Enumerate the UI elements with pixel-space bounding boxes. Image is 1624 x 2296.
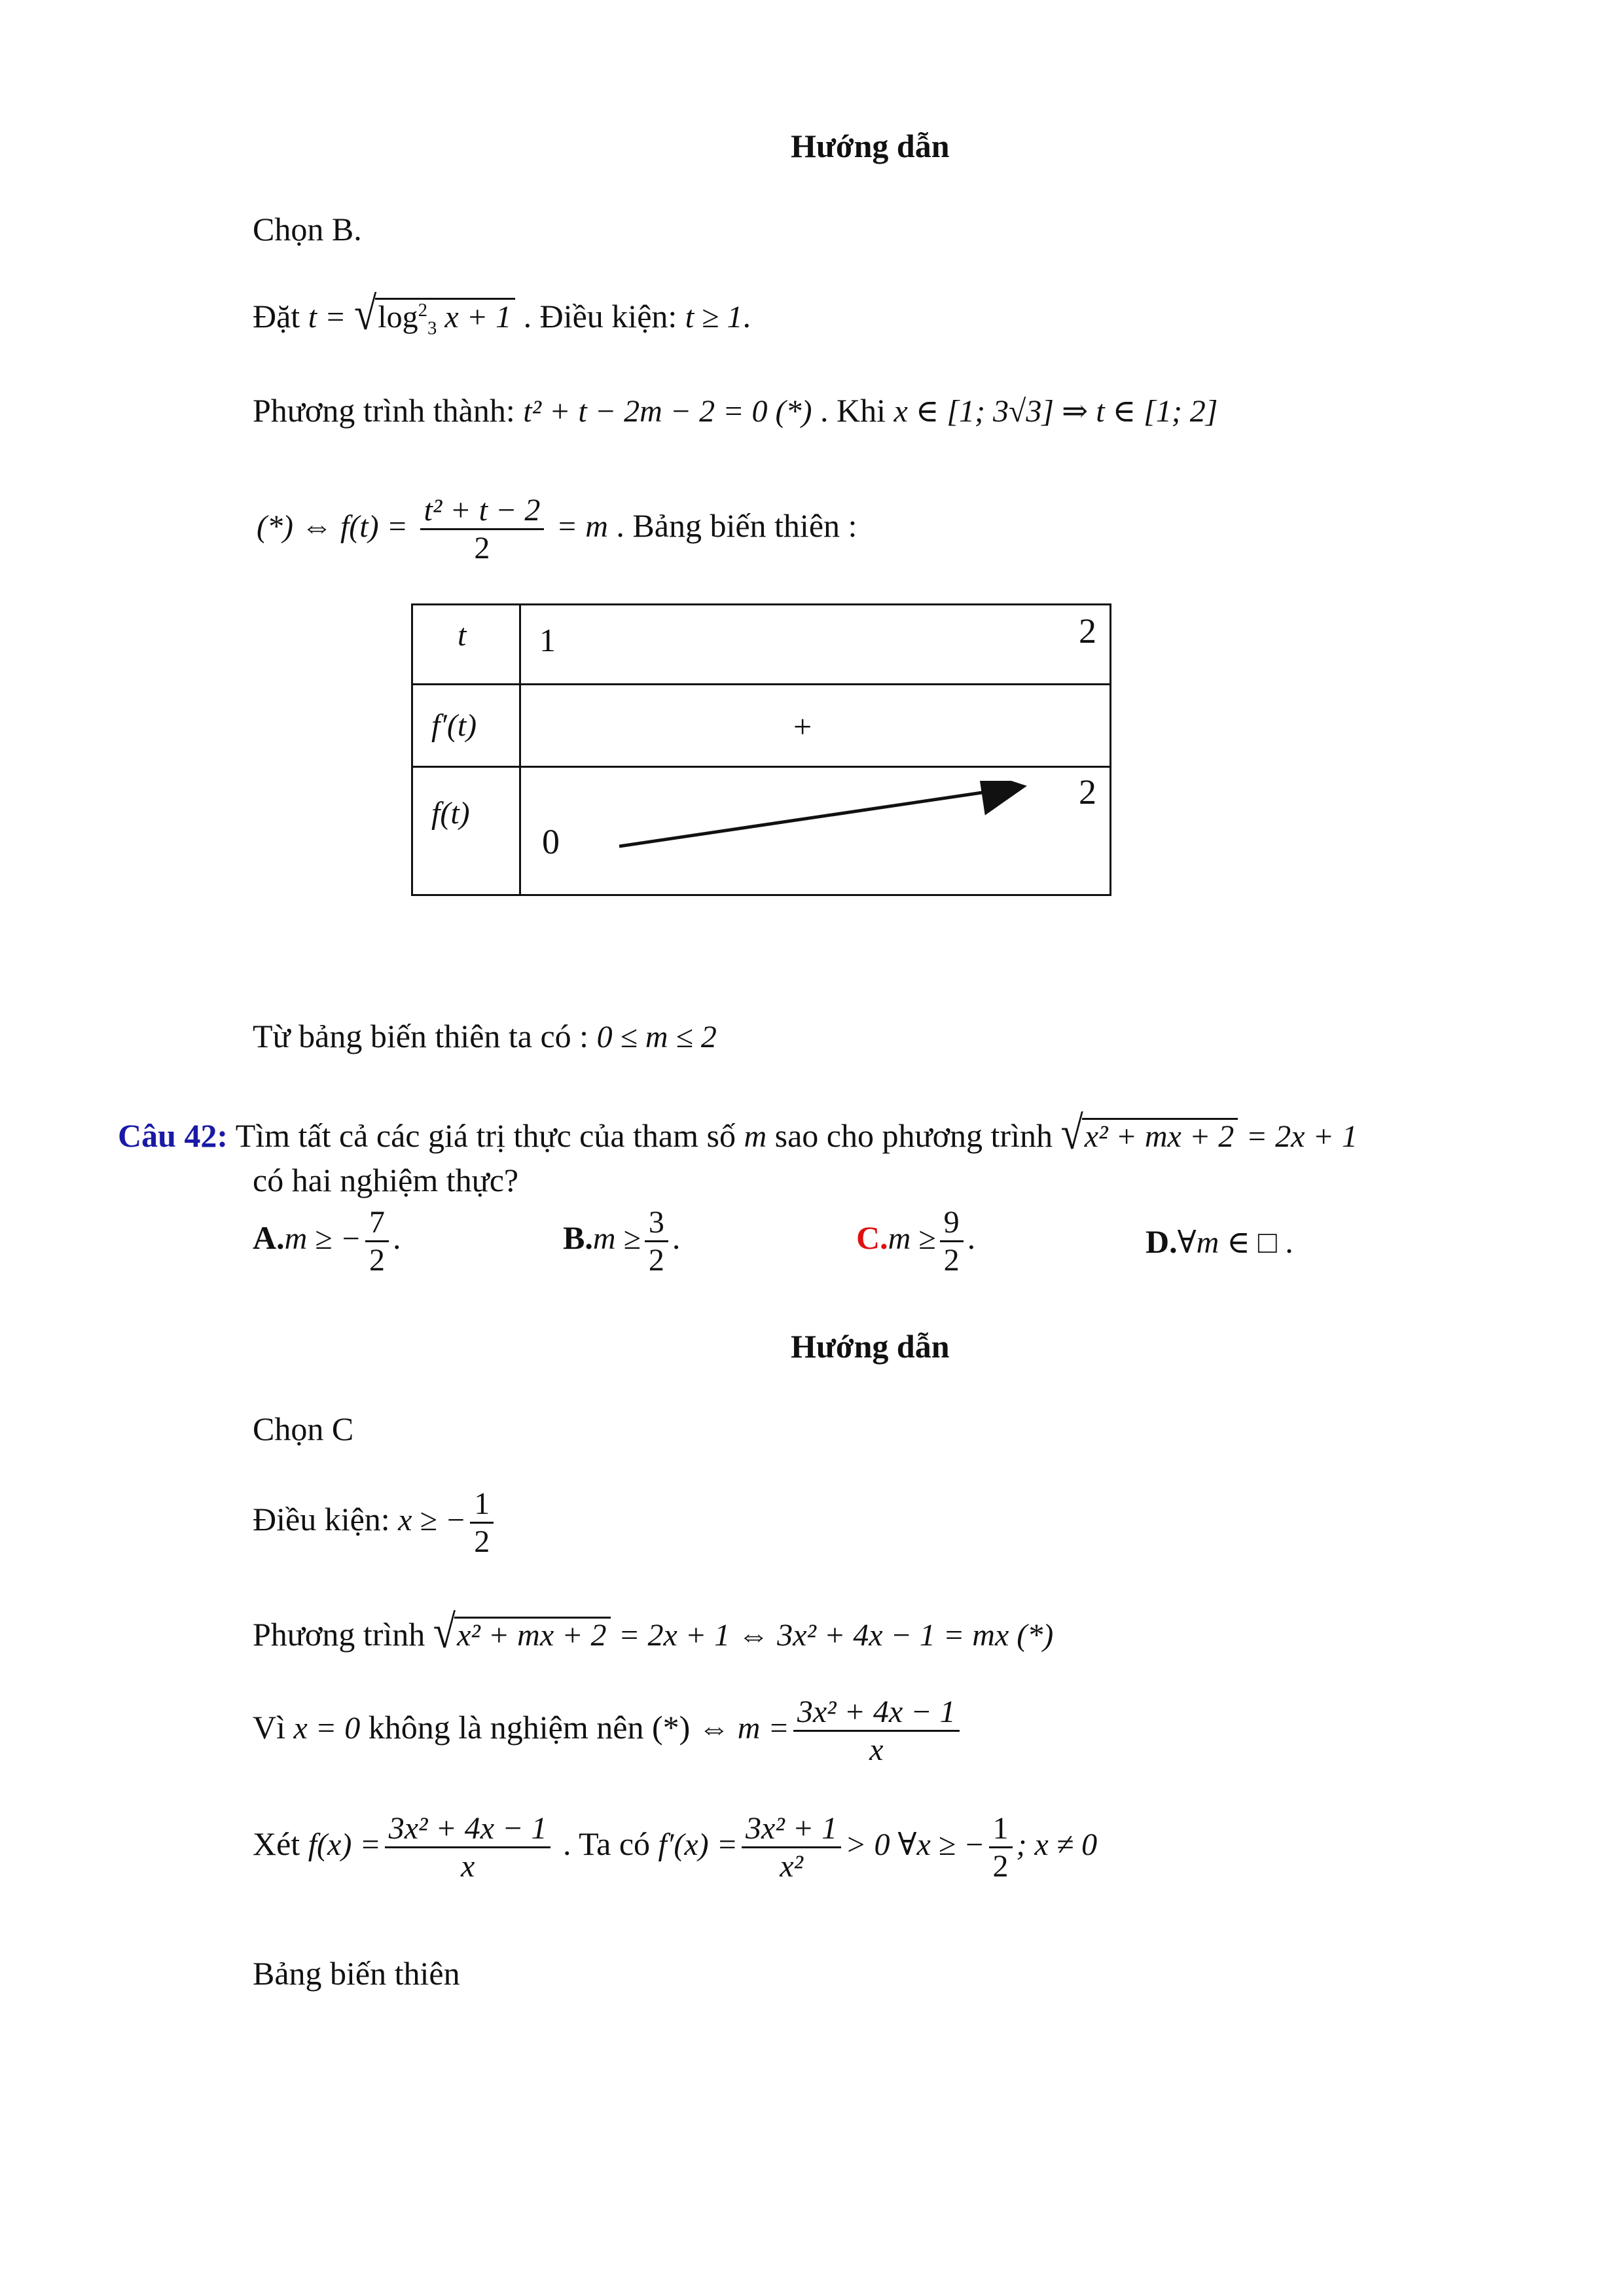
equation-radicand-2: x² + mx + 2 (454, 1617, 610, 1651)
radical-sign: √ (353, 287, 377, 340)
function-fraction: $\frac{\text{t² + t − 2}}{2}$ (420, 492, 545, 566)
xet-fraction: $\frac{\text{3x² + 4x − 1}}{x}$ (385, 1810, 551, 1884)
function-line (257, 492, 857, 566)
since-line (253, 1694, 964, 1768)
condition-expr: t ≥ 1 (685, 300, 743, 334)
equation-range: x ∈ [1; 3√3] ⇒ t ∈ [1; 2] (893, 394, 1218, 429)
condition-line (253, 1486, 497, 1560)
condition-expr-2: x ≥ − (398, 1503, 467, 1538)
substitution-line: Đặt $t = √\log^2_3$ x + 1 . Điều kiện: t ≥ 1. (253, 287, 751, 340)
bbt-label: Bảng biến thiên (253, 1955, 460, 1992)
question-line-2: có hai nghiệm thực? (253, 1162, 519, 1198)
row-t-values (520, 605, 1111, 685)
option-c[interactable]: C.m ≥ $\frac{9}{2}$ . (856, 1205, 976, 1278)
option-b-fraction: $\frac{3}{2}$ (645, 1204, 668, 1278)
equation-prefix-2: Phương trình (253, 1616, 425, 1653)
since-fraction: $\frac{\text{3x² + 4x − 1}}{x}$ (793, 1694, 960, 1768)
equation-when: . Khi (820, 392, 886, 429)
f-end: 2 (1079, 772, 1096, 812)
since-expr: x = 0 (293, 1711, 361, 1746)
xet-cond-fraction: $\frac{1}{2}$ (989, 1810, 1013, 1884)
row-f-values (520, 767, 1111, 895)
substitution-prefix: Đặt (253, 298, 300, 334)
question-text: Tìm tất cả các giá trị thực của tham số (235, 1117, 736, 1154)
condition-label: . Điều kiện: (523, 298, 677, 334)
question-rhs: = 2x + 1 (1246, 1119, 1358, 1154)
section-heading-1: Hướng dẫn (791, 128, 950, 164)
question-label: Câu 42: (118, 1117, 228, 1154)
function-text: . Bảng biến thiên : (616, 507, 857, 545)
conclusion-expr: 0 ≤ m ≤ 2 (596, 1020, 717, 1054)
t-start: 1 (539, 622, 556, 658)
xet-f: f(x) = (308, 1827, 381, 1863)
equation-line-2 (253, 1605, 1054, 1659)
since-prefix: Vì (253, 1709, 285, 1746)
xet-mid: . Ta có (562, 1825, 651, 1863)
question-radicand: x² + mx + 2 (1082, 1118, 1238, 1153)
row-fp-header: f′(t) (412, 685, 520, 767)
row-f-header: f(t) (412, 767, 520, 895)
option-a-fraction: $\frac{7}{2}$ (365, 1204, 389, 1278)
option-d[interactable]: D.∀m ∈ □ . (1146, 1223, 1293, 1260)
section-heading-2: Hướng dẫn (791, 1328, 950, 1365)
equation-prefix: Phương trình thành: (253, 392, 515, 429)
question-line-1 (118, 1106, 1358, 1160)
question-text-2: sao cho phương trình (774, 1117, 1053, 1154)
answer-choice-1: Chọn B. (253, 211, 362, 247)
condition-fraction: $\frac{1}{2}$ (470, 1486, 494, 1560)
equation-rest-2: = 2x + 1 ⇔ 3x² + 4x − 1 = mx (*) (619, 1618, 1054, 1653)
row-t-header: t (412, 605, 520, 685)
since-eq: ⇔ m = (698, 1711, 789, 1746)
xet-fp-fraction: $\frac{\text{3x² + 1}}{\text{x²}}$ (742, 1810, 841, 1884)
fp-sign: + (793, 708, 812, 745)
option-b[interactable]: B.m ≥ $\frac{3}{2}$ . (563, 1205, 681, 1278)
function-rhs: = m (556, 509, 608, 545)
row-fp-values (520, 685, 1111, 767)
equation-line (253, 394, 1218, 427)
condition-prefix: Điều kiện: (253, 1501, 390, 1538)
option-c-fraction: $\frac{9}{2}$ (940, 1204, 964, 1278)
conclusion-line (253, 1020, 717, 1053)
option-a[interactable]: A.m ≥ − $\frac{7}{2}$ . (253, 1205, 401, 1278)
xet-prefix: Xét (253, 1825, 300, 1863)
variation-table-1 (411, 603, 1111, 896)
substitution-lhs: t = (308, 300, 346, 334)
question-param: m (744, 1119, 767, 1154)
xet-cond: > 0 ∀x ≥ − (845, 1827, 985, 1863)
xet-fp: f′(x) = (658, 1827, 738, 1863)
xet-line (253, 1810, 1097, 1884)
t-end: 2 (1079, 611, 1096, 651)
function-lhs: (*) ⇔ f(t) = (257, 509, 408, 545)
increasing-arrow (619, 781, 1032, 853)
f-start: 0 (542, 822, 560, 861)
radical-sign: √ (1060, 1106, 1083, 1160)
conclusion-text: Từ bảng biến thiên ta có : (253, 1018, 589, 1054)
radical-sign: √ (433, 1605, 456, 1659)
answer-choice-2: Chọn C (253, 1410, 354, 1447)
xet-cond-end: ; x ≠ 0 (1016, 1827, 1098, 1863)
substitution-radicand: $\log^2_3 x + 1$ (375, 298, 515, 338)
equation-expr: t² + t − 2m − 2 = 0 (*) (523, 394, 812, 429)
since-text: không là nghiệm nên (*) (368, 1709, 691, 1746)
